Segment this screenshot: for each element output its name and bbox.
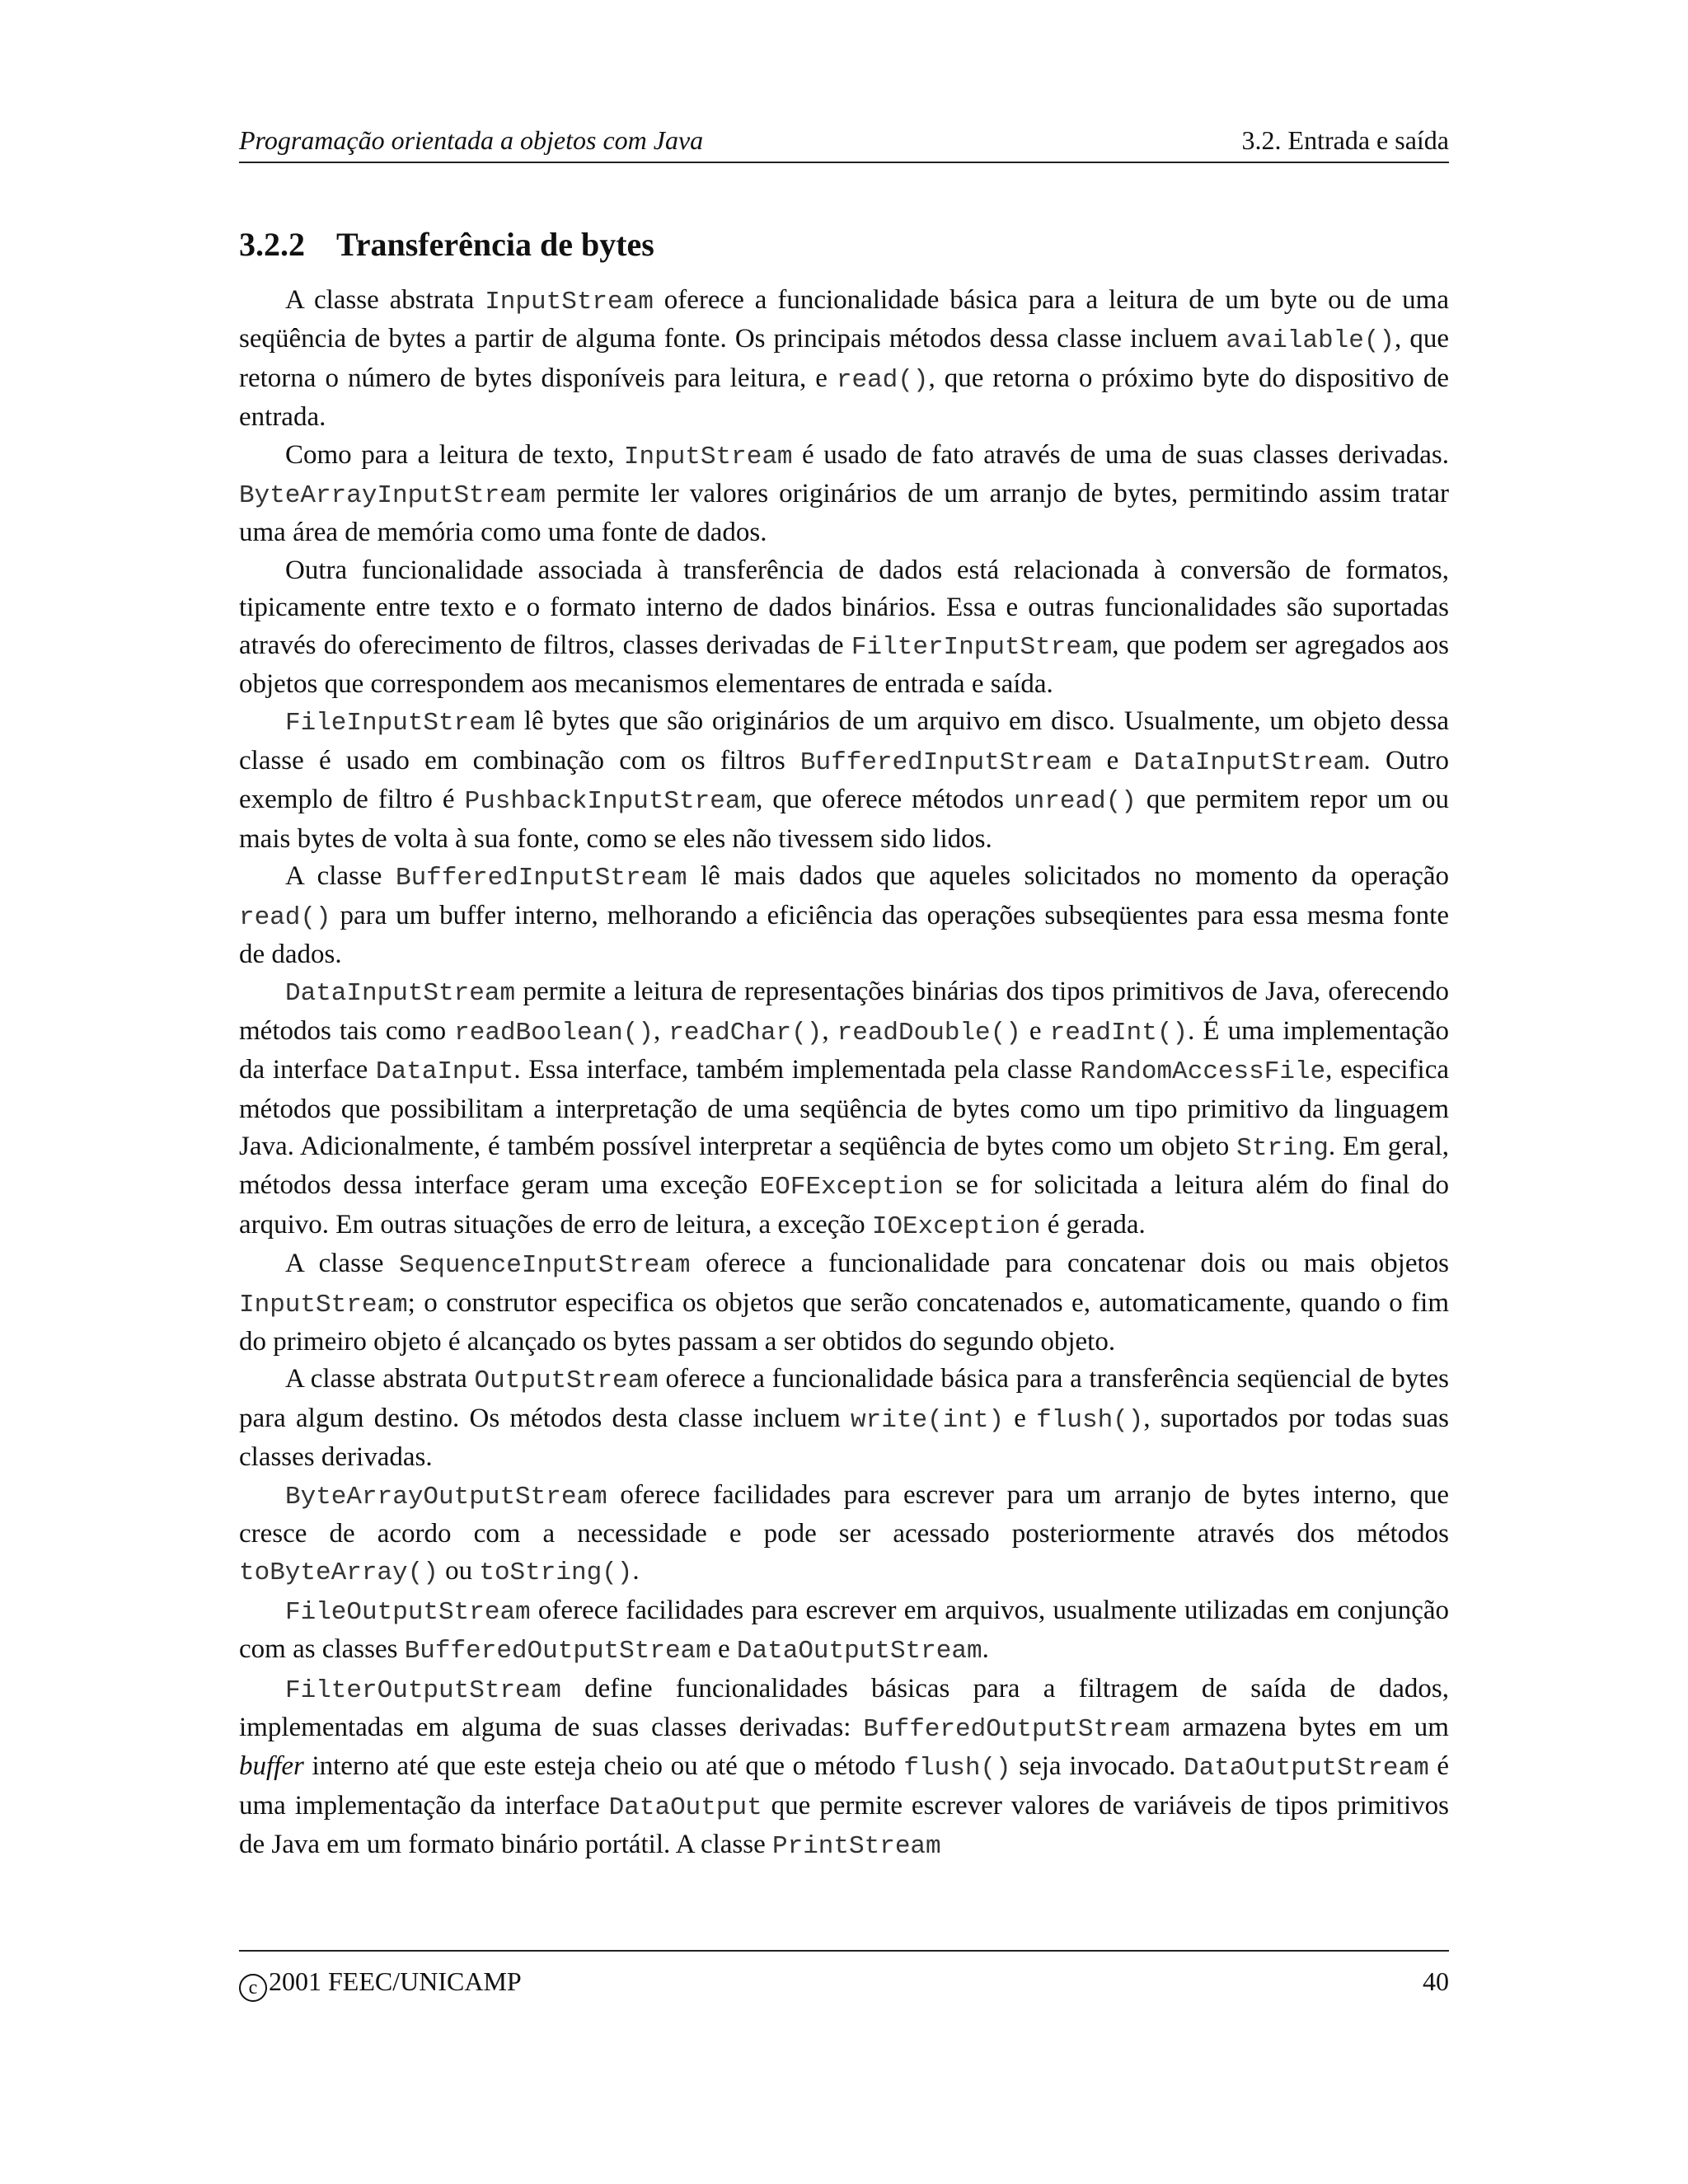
inline-code: InputStream [239, 1290, 408, 1319]
text-run: , que retorna o próximo byte do dispositivo de entrada. [239, 363, 1449, 433]
inline-code: DataInputStream [1133, 748, 1364, 777]
text-run: , [822, 1015, 837, 1046]
text-run: oferece facilidades para escrever em arquivos, usualmente utilizadas em conjunção com as classes [239, 1595, 1449, 1665]
text-run: . É uma implementação da interface [239, 1015, 1450, 1085]
inline-code: toString() [479, 1558, 633, 1588]
text-run: se for solicitada a leitura além do final do arquivo. Em outras situações de erro de leitura, a exceção [239, 1170, 1449, 1240]
text-run: e [1004, 1403, 1037, 1433]
text-run: que permitem repor um ou mais bytes de volta à sua fonte, como se eles não tivessem sido lidos. [239, 785, 1449, 854]
inline-code: FilterInputStream [851, 632, 1113, 662]
inline-code: InputStream [623, 442, 793, 471]
text-run: define funcionalidades básicas para a filtragem de saída de dados, implementadas em alguma de suas classes derivadas: [239, 1673, 1449, 1743]
inline-code: SequenceInputStream [399, 1251, 691, 1281]
text-run: para um buffer interno, melhorando a eficiência das operações subseqüentes para essa mesma fonte de dados. [239, 900, 1449, 969]
body-text [239, 282, 1449, 1866]
inline-code: IOException [871, 1212, 1041, 1241]
inline-code: write(int) [851, 1405, 1005, 1435]
paragraph [239, 1477, 1449, 1592]
text-run: A classe [285, 861, 396, 892]
text-run: é gerada. [1040, 1209, 1146, 1240]
text-run: , suportados por todas suas classes derivadas. [239, 1403, 1449, 1473]
inline-code: FilterOutputStream [285, 1675, 561, 1705]
text-run: A classe abstrata [285, 285, 485, 315]
book-title: Programação orientada a objetos com Java [239, 125, 704, 155]
text-run: é usado de fato através de uma de suas classes derivadas. [792, 439, 1450, 470]
inline-code: OutputStream [474, 1366, 659, 1396]
text-run: oferece a funcionalidade básica para a leitura de um byte ou de uma seqüência de bytes a partir de alguma fonte. Os principais métodos dessa classe incluem [239, 285, 1449, 354]
running-header [239, 122, 1449, 163]
copyright-icon: c [239, 1974, 267, 2002]
text-run: seja invocado. [1010, 1751, 1184, 1782]
section-number: 3.2.2 [239, 226, 305, 263]
paragraph [239, 1592, 1449, 1671]
text-run: ; o construtor especifica os objetos que serão concatenados e, automaticamente, quando o fim do primeiro objeto é alcançado os bytes passam a ser obtidos do segundo objeto. [239, 1287, 1449, 1357]
paragraph [239, 282, 1449, 437]
inline-code: DataInput [375, 1057, 514, 1087]
text-run: , que retorna o número de bytes disponíveis para leitura, e [239, 324, 1449, 393]
text-run: , que podem ser agregados aos objetos que correspondem aos mecanismos elementares de entrada e saída. [239, 630, 1449, 700]
paragraph [239, 1361, 1449, 1476]
inline-code: available() [1226, 326, 1395, 356]
inline-code: DataOutput [608, 1793, 762, 1822]
text-run: permite a leitura de representações binárias dos tipos primitivos de Java, oferecendo métodos tais como [239, 977, 1449, 1046]
inline-code: readChar() [668, 1018, 823, 1047]
text-run: armazena bytes em um [1170, 1713, 1449, 1743]
inline-code: String [1236, 1133, 1329, 1163]
section-title: Transferência de bytes [336, 226, 654, 263]
inline-code: toByteArray() [239, 1558, 438, 1588]
text-run: permite ler valores originários de um arranjo de bytes, permitindo assim tratar uma área de memória como uma fonte de dados. [239, 479, 1449, 548]
text-run: A classe [285, 1249, 400, 1279]
text-run: , [653, 1015, 669, 1046]
text-run: e [1020, 1015, 1050, 1046]
text-run: . Essa interface, também implementada pela classe [513, 1055, 1081, 1085]
text-run: Outra funcionalidade associada à transferência de dados está relacionada à conversão de formatos, tipicamente entre texto e o formato interno de dados binários. Essa e outras funcionalidades são suportadas através do oferecimento de filtros, classes derivadas de [239, 555, 1449, 660]
copyright-text: 2001 FEEC/UNICAMP [269, 1966, 522, 1996]
section-reference: 3.2. Entrada e saída [1241, 125, 1449, 155]
inline-code: flush() [1036, 1405, 1144, 1435]
paragraph [239, 858, 1449, 973]
inline-code: DataInputStream [285, 979, 516, 1009]
inline-code: BufferedInputStream [395, 864, 687, 893]
text-run: oferece facilidades para escrever para um arranjo de bytes interno, que cresce de acordo com a necessidade e pode ser acessado posteriormente através dos métodos [239, 1479, 1449, 1549]
text-run: oferece a funcionalidade para concatenar dois ou mais objetos [690, 1249, 1450, 1279]
text-run: Como para a leitura de texto, [285, 439, 624, 470]
inline-code: EOFException [759, 1173, 944, 1202]
inline-code: DataOutputStream [1184, 1754, 1429, 1783]
emphasis-text: buffer [239, 1751, 304, 1782]
page-footer [239, 1950, 1449, 1999]
inline-code: PushbackInputStream [464, 787, 757, 817]
text-run: , especifica métodos que possibilitam a interpretação de uma seqüência de bytes como um tipo primitivo da linguagem Java. Adicionalmente, é também possível interpretar a seqüência de bytes como um objeto [239, 1055, 1449, 1161]
inline-code: read() [239, 902, 331, 932]
text-run: . [632, 1556, 640, 1586]
paragraph [239, 1245, 1449, 1361]
inline-code: FileOutputStream [285, 1597, 531, 1627]
text-run: lê mais dados que aqueles solicitados no momento da operação [687, 861, 1449, 892]
inline-code: BufferedInputStream [799, 748, 1092, 777]
text-run: A classe abstrata [285, 1364, 475, 1394]
text-run: lê bytes que são originários de um arquivo em disco. Usualmente, um objeto dessa classe é usado em combinação com os filtros [239, 706, 1449, 776]
inline-code: flush() [903, 1754, 1011, 1783]
paragraph [239, 437, 1449, 552]
text-run: e [1091, 745, 1134, 776]
text-run: oferece a funcionalidade básica para a transferência seqüencial de bytes para algum destino. Os métodos desta classe incluem [239, 1364, 1449, 1433]
section-heading [239, 224, 1449, 265]
text-run: e [710, 1634, 737, 1665]
inline-code: ByteArrayInputStream [239, 481, 546, 511]
inline-code: PrintStream [772, 1832, 941, 1862]
text-run: , que oferece métodos [756, 785, 1015, 815]
paragraph [239, 703, 1449, 858]
inline-code: BufferedOutputStream [863, 1715, 1170, 1745]
paragraph [239, 973, 1449, 1245]
paragraph [239, 552, 1449, 704]
text-run: . [982, 1634, 989, 1665]
text-run: interno até que este esteja cheio ou até que o método [303, 1751, 904, 1782]
inline-code: read() [836, 365, 929, 395]
inline-code: RandomAccessFile [1080, 1057, 1326, 1087]
text-run: que permite escrever valores de variáveis de tipos primitivos de Java em um formato binário portátil. A classe [239, 1790, 1449, 1860]
inline-code: InputStream [485, 288, 654, 316]
text-run: ou [438, 1556, 480, 1586]
page-number: 40 [1423, 1966, 1449, 1996]
inline-code: unread() [1014, 787, 1137, 817]
inline-code: readBoolean() [454, 1018, 654, 1047]
inline-code: FileInputStream [285, 709, 516, 738]
copyright-notice [239, 1963, 522, 2002]
inline-code: BufferedOutputStream [404, 1637, 711, 1666]
text-run: é uma implementação da interface [239, 1751, 1449, 1821]
inline-code: DataOutputStream [736, 1637, 982, 1666]
text-run: . Outro exemplo de filtro é [239, 745, 1449, 815]
paragraph [239, 1671, 1449, 1866]
text-run: . Em geral, métodos dessa interface geram uma exceção [239, 1131, 1449, 1201]
inline-code: ByteArrayOutputStream [285, 1482, 607, 1511]
inline-code: readInt() [1049, 1018, 1189, 1047]
inline-code: readDouble() [837, 1018, 1021, 1047]
